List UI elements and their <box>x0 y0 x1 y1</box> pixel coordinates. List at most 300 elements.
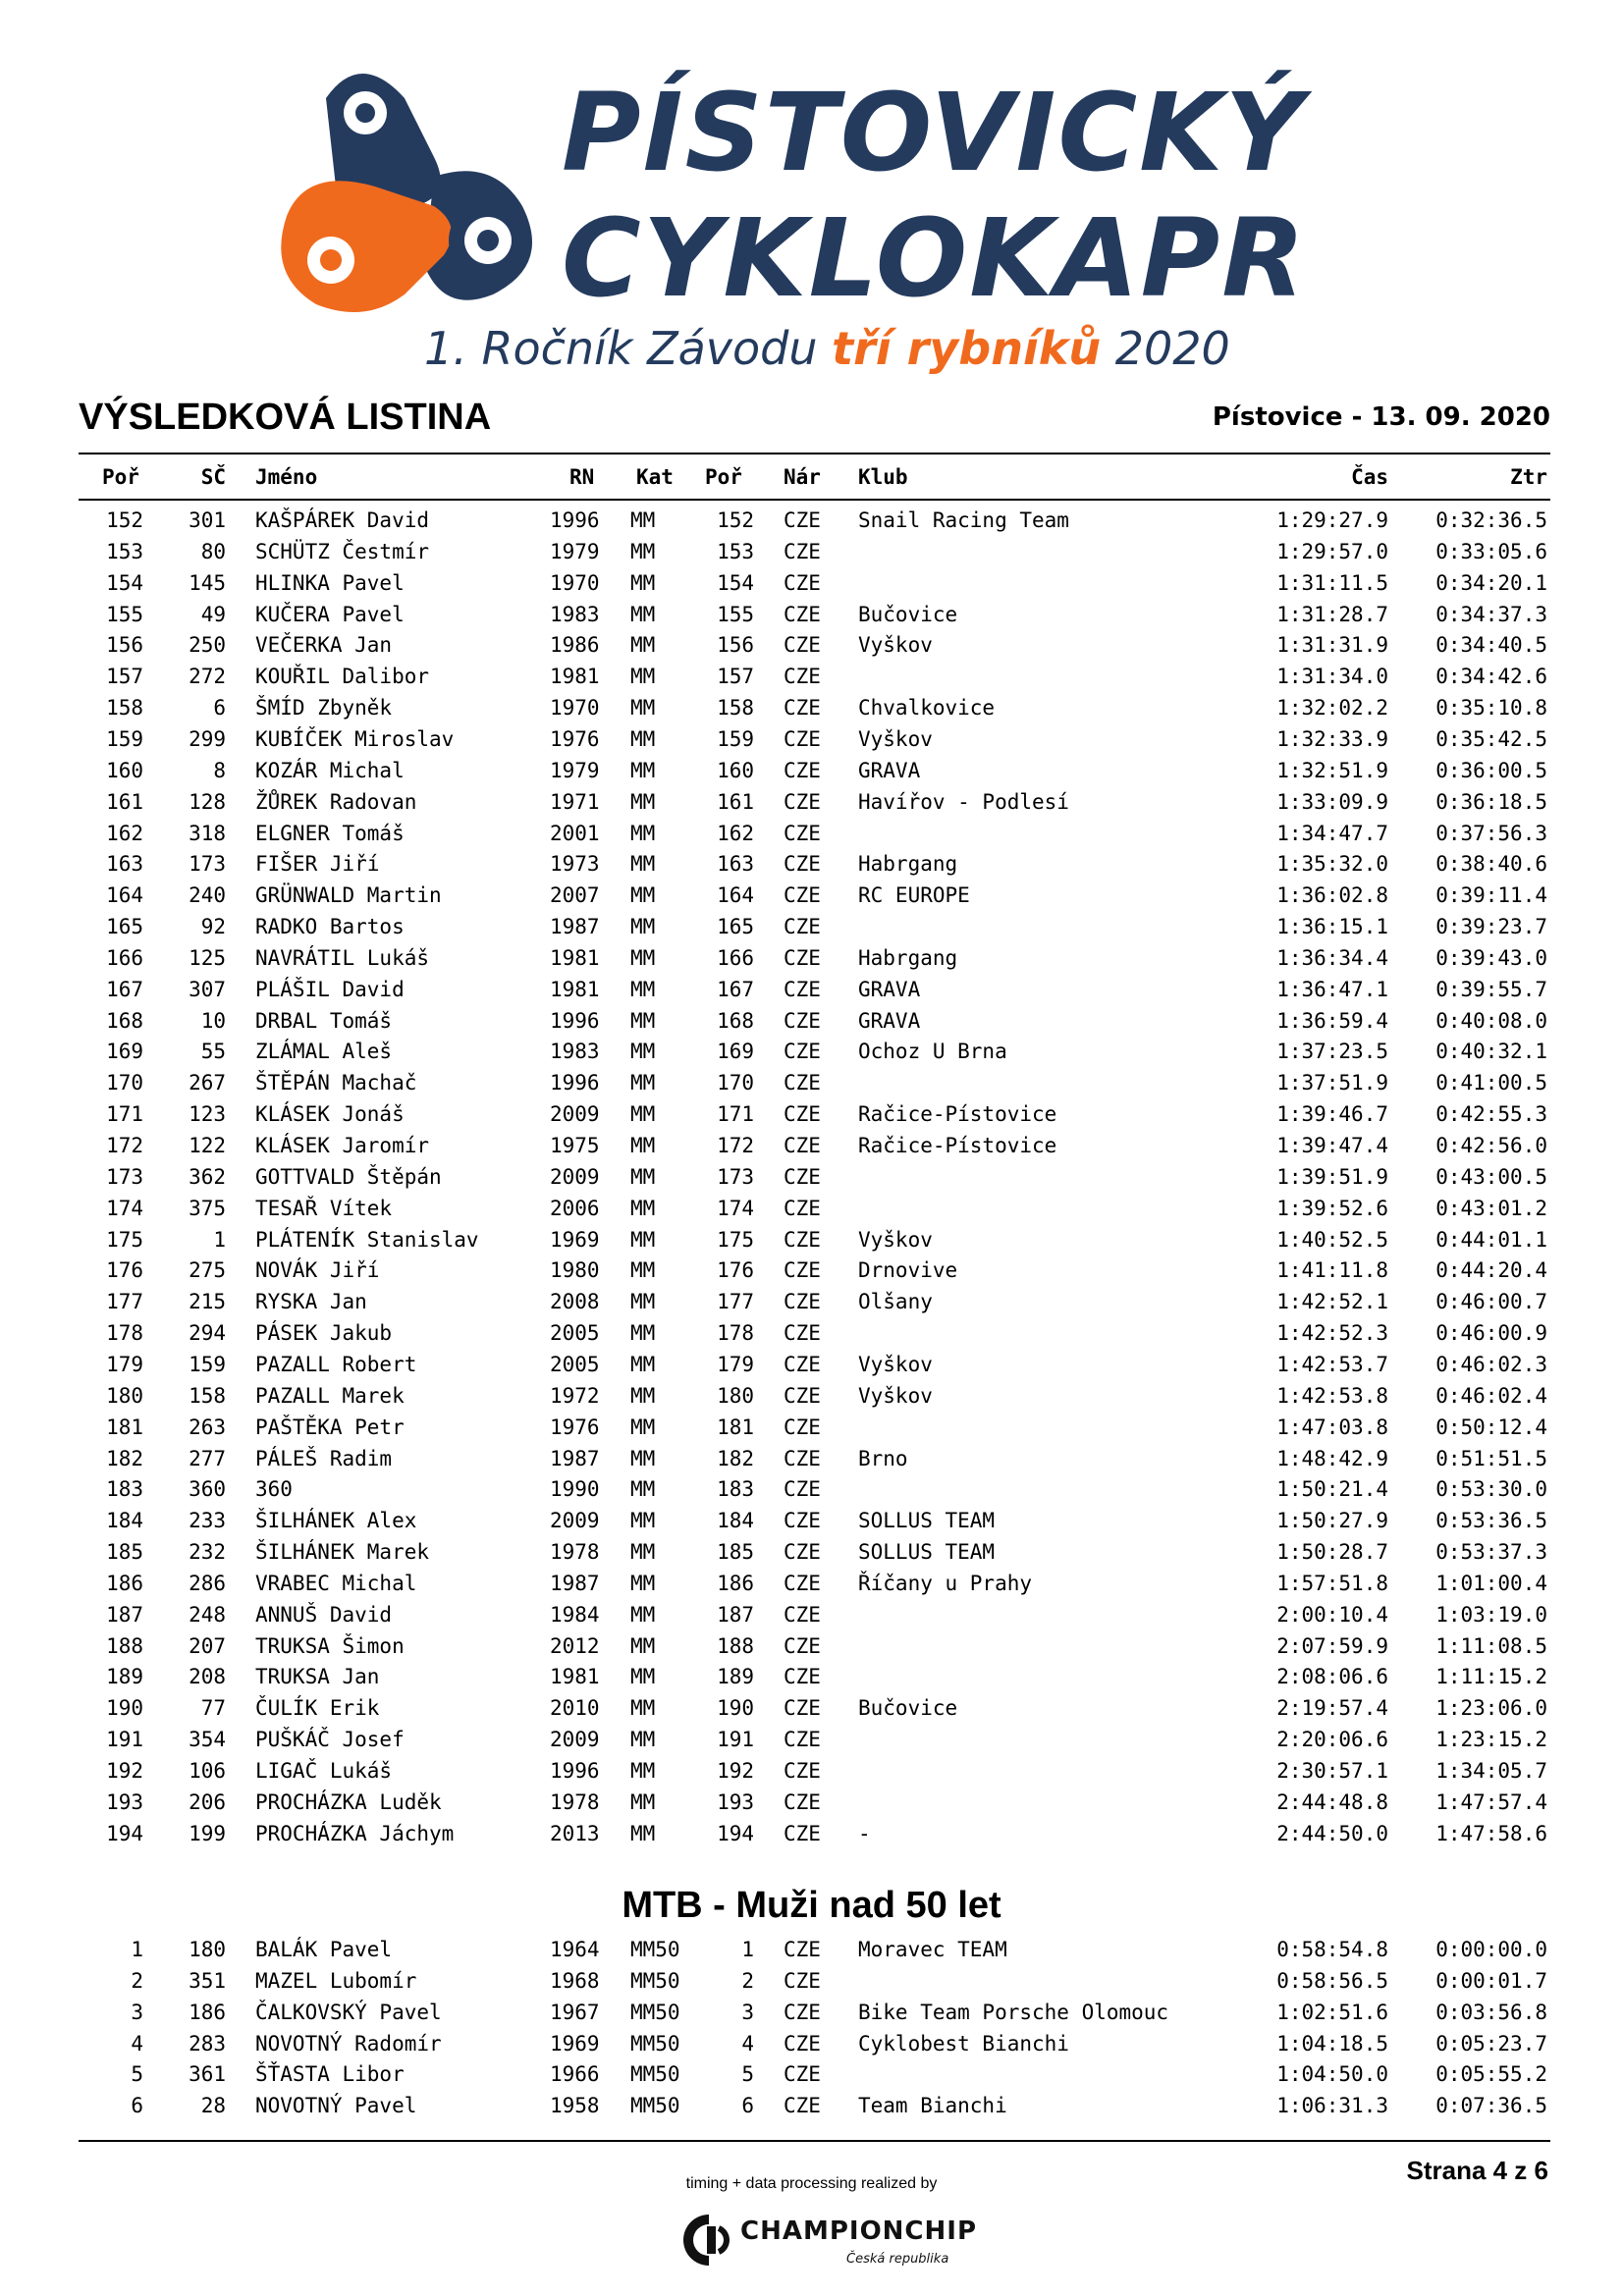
cell-cas: 0:58:56.5 <box>1276 1968 1388 1993</box>
cell-ztr: 0:39:23.7 <box>1435 915 1547 939</box>
cell-cas: 1:31:31.9 <box>1276 633 1388 658</box>
cell-por: 172 <box>106 1134 143 1157</box>
cell-por: 166 <box>106 945 143 970</box>
cell-ztr: 0:34:42.6 <box>1435 665 1547 689</box>
cell-por2: 158 <box>717 696 754 721</box>
cell-kat: MM <box>630 1540 656 1565</box>
cell-por2: 4 <box>741 2031 754 2056</box>
cell-cas: 1:36:59.4 <box>1276 1008 1388 1033</box>
cell-kat: MM <box>630 1102 656 1127</box>
table-row <box>0 1787 1623 1818</box>
cell-kat: MM50 <box>630 2031 680 2056</box>
cell-rn: 1966 <box>550 2062 600 2087</box>
cell-ztr: 0:43:00.5 <box>1435 1164 1547 1189</box>
table-row <box>0 1098 1623 1130</box>
cell-por: 175 <box>106 1227 143 1252</box>
cell-por: 164 <box>106 883 143 908</box>
cell-rn: 1996 <box>550 1008 600 1033</box>
cell-kat: MM <box>630 1571 656 1595</box>
table-row <box>0 692 1623 723</box>
cell-por2: 170 <box>717 1071 754 1095</box>
cell-kat: MM <box>630 758 656 782</box>
cell-name: KOZÁR Michal <box>255 758 405 782</box>
cell-kat: MM <box>630 1321 656 1346</box>
cell-por2: 161 <box>717 789 754 814</box>
cell-por: 188 <box>106 1633 143 1658</box>
cell-nar: CZE <box>784 1821 821 1845</box>
cell-por2: 194 <box>717 1821 754 1845</box>
cell-por: 184 <box>106 1509 143 1533</box>
cell-ztr: 0:41:00.5 <box>1435 1071 1547 1095</box>
cell-rn: 2009 <box>550 1728 600 1752</box>
cell-kat: MM <box>630 665 656 689</box>
cell-cas: 0:58:54.8 <box>1276 1938 1388 1961</box>
cell-sc: 122 <box>189 1134 226 1157</box>
cell-rn: 1969 <box>550 1227 600 1252</box>
cell-nar: CZE <box>784 1789 821 1814</box>
cell-klub: GRAVA <box>858 1008 921 1033</box>
cell-por2: 167 <box>717 977 754 1001</box>
cell-por2: 165 <box>717 915 754 939</box>
table-row <box>0 1255 1623 1286</box>
cell-por2: 1 <box>741 1938 754 1961</box>
table-row <box>0 911 1623 942</box>
cell-cas: 1:35:32.0 <box>1276 852 1388 877</box>
cell-sc: 208 <box>189 1665 226 1689</box>
cell-nar: CZE <box>784 726 821 751</box>
cell-ztr: 0:34:40.5 <box>1435 633 1547 658</box>
cell-ztr: 0:40:32.1 <box>1435 1040 1547 1064</box>
cell-name: TRUKSA Šimon <box>255 1633 405 1658</box>
page-number: Strana 4 z 6 <box>1406 2156 1548 2185</box>
cell-kat: MM <box>630 915 656 939</box>
cell-kat: MM <box>630 1415 656 1439</box>
cell-kat: MM <box>630 508 656 532</box>
cell-klub: SOLLUS TEAM <box>858 1540 996 1565</box>
logo-title-line1: PÍSTOVICKÝ <box>562 70 1306 195</box>
championchip-logo: CHAMPIONCHIP Česká republika <box>681 2211 956 2273</box>
cell-sc: 145 <box>189 570 226 595</box>
cell-por: 176 <box>106 1258 143 1283</box>
cell-cas: 1:48:42.9 <box>1276 1446 1388 1470</box>
cell-por: 183 <box>106 1477 143 1502</box>
cell-nar: CZE <box>784 1665 821 1689</box>
cell-por2: 182 <box>717 1446 754 1470</box>
cell-por: 181 <box>106 1415 143 1439</box>
cell-por: 190 <box>106 1696 143 1721</box>
cell-por: 191 <box>106 1728 143 1752</box>
cell-name: HLINKA Pavel <box>255 570 405 595</box>
cell-por: 153 <box>106 539 143 563</box>
cell-cas: 1:31:28.7 <box>1276 602 1388 626</box>
cell-rn: 1978 <box>550 1540 600 1565</box>
cell-cas: 1:39:46.7 <box>1276 1102 1388 1127</box>
cell-ztr: 0:35:42.5 <box>1435 726 1547 751</box>
cell-rn: 1996 <box>550 508 600 532</box>
cell-por: 156 <box>106 633 143 658</box>
cell-ztr: 0:53:37.3 <box>1435 1540 1547 1565</box>
cell-kat: MM <box>630 1352 656 1376</box>
cell-name: PLÁŠIL David <box>255 977 405 1001</box>
cell-ztr: 0:50:12.4 <box>1435 1415 1547 1439</box>
cell-kat: MM <box>630 1477 656 1502</box>
cell-sc: 267 <box>189 1071 226 1095</box>
cell-rn: 2013 <box>550 1821 600 1845</box>
cell-ztr: 0:05:55.2 <box>1435 2062 1547 2087</box>
cell-nar: CZE <box>784 1164 821 1189</box>
table-row <box>0 1005 1623 1037</box>
cell-por2: 159 <box>717 726 754 751</box>
cell-nar: CZE <box>784 1540 821 1565</box>
cell-nar: CZE <box>784 602 821 626</box>
cell-ztr: 0:39:55.7 <box>1435 977 1547 1001</box>
cell-rn: 1969 <box>550 2031 600 2056</box>
cell-por: 155 <box>106 602 143 626</box>
cell-rn: 1967 <box>550 2000 600 2024</box>
cell-kat: MM <box>630 696 656 721</box>
cell-nar: CZE <box>784 789 821 814</box>
cell-por: 174 <box>106 1196 143 1220</box>
cell-kat: MM <box>630 1789 656 1814</box>
cell-cas: 1:42:52.3 <box>1276 1321 1388 1346</box>
cell-ztr: 0:43:01.2 <box>1435 1196 1547 1220</box>
cell-nar: CZE <box>784 852 821 877</box>
cell-nar: CZE <box>784 1415 821 1439</box>
cell-nar: CZE <box>784 633 821 658</box>
cell-kat: MM <box>630 1134 656 1157</box>
table-row <box>0 880 1623 911</box>
cell-name: PROCHÁZKA Jáchym <box>255 1821 455 1845</box>
cell-nar: CZE <box>784 1509 821 1533</box>
cell-klub: Team Bianchi <box>858 2094 1007 2118</box>
cell-por2: 189 <box>717 1665 754 1689</box>
cell-sc: 360 <box>189 1477 226 1502</box>
cell-name: PAŠTĚKA Petr <box>255 1415 405 1439</box>
cell-por2: 152 <box>717 508 754 532</box>
cell-klub: SOLLUS TEAM <box>858 1509 996 1533</box>
table-row <box>0 1965 1623 1997</box>
table-row <box>0 1286 1623 1317</box>
table-row <box>0 942 1623 974</box>
cell-kat: MM <box>630 570 656 595</box>
cell-kat: MM50 <box>630 1938 680 1961</box>
table-row <box>0 755 1623 786</box>
cell-ztr: 1:01:00.4 <box>1435 1571 1547 1595</box>
cell-kat: MM <box>630 1383 656 1408</box>
cell-nar: CZE <box>784 1477 821 1502</box>
col-header-cas: Čas <box>1351 465 1388 489</box>
cell-nar: CZE <box>784 1040 821 1064</box>
cell-rn: 1970 <box>550 570 600 595</box>
table-row <box>0 818 1623 849</box>
cell-cas: 1:50:21.4 <box>1276 1477 1388 1502</box>
cell-por: 161 <box>106 789 143 814</box>
cell-ztr: 0:44:01.1 <box>1435 1227 1547 1252</box>
cell-nar: CZE <box>784 821 821 845</box>
cell-rn: 1981 <box>550 1665 600 1689</box>
cell-por2: 172 <box>717 1134 754 1157</box>
cell-sc: 294 <box>189 1321 226 1346</box>
cell-cas: 2:44:48.8 <box>1276 1789 1388 1814</box>
cell-rn: 1973 <box>550 852 600 877</box>
cell-kat: MM <box>630 1728 656 1752</box>
cell-sc: 277 <box>189 1446 226 1470</box>
cell-klub: GRAVA <box>858 758 921 782</box>
cell-ztr: 1:23:15.2 <box>1435 1728 1547 1752</box>
cell-sc: 351 <box>189 1968 226 1993</box>
cell-kat: MM <box>630 789 656 814</box>
table-row <box>0 1568 1623 1599</box>
cell-kat: MM <box>630 1509 656 1533</box>
cell-sc: 362 <box>189 1164 226 1189</box>
table-row <box>0 1934 1623 1965</box>
cell-name: TESAŘ Vítek <box>255 1196 393 1220</box>
cell-por: 163 <box>106 852 143 877</box>
table-row <box>0 1692 1623 1724</box>
cell-ztr: 0:42:56.0 <box>1435 1134 1547 1157</box>
cell-sc: 173 <box>189 852 226 877</box>
cell-nar: CZE <box>784 1571 821 1595</box>
cell-name: ČULÍK Erik <box>255 1696 380 1721</box>
cell-rn: 1986 <box>550 633 600 658</box>
cell-cas: 1:32:02.2 <box>1276 696 1388 721</box>
col-header-name: Jméno <box>255 465 318 489</box>
cell-rn: 1990 <box>550 1477 600 1502</box>
cell-klub: Drnovive <box>858 1258 958 1283</box>
cell-sc: 123 <box>189 1102 226 1127</box>
cell-ztr: 0:39:11.4 <box>1435 883 1547 908</box>
cell-por2: 177 <box>717 1290 754 1314</box>
cell-por: 162 <box>106 821 143 845</box>
cell-name: VEČERKA Jan <box>255 633 393 658</box>
cell-por2: 164 <box>717 883 754 908</box>
table-row <box>0 1380 1623 1412</box>
cell-por2: 162 <box>717 821 754 845</box>
cell-klub: Vyškov <box>858 1227 933 1252</box>
table-row <box>0 1755 1623 1787</box>
cell-nar: CZE <box>784 915 821 939</box>
cell-por2: 181 <box>717 1415 754 1439</box>
cell-ztr: 1:23:06.0 <box>1435 1696 1547 1721</box>
cell-klub: Vyškov <box>858 1383 933 1408</box>
cell-por: 154 <box>106 570 143 595</box>
table-row <box>0 1130 1623 1161</box>
cell-cas: 1:04:50.0 <box>1276 2062 1388 2087</box>
cell-ztr: 0:36:00.5 <box>1435 758 1547 782</box>
cell-sc: 6 <box>213 696 226 721</box>
cell-ztr: 1:11:15.2 <box>1435 1665 1547 1689</box>
cell-por2: 184 <box>717 1509 754 1533</box>
cell-nar: CZE <box>784 696 821 721</box>
cell-por2: 180 <box>717 1383 754 1408</box>
cell-name: PAZALL Marek <box>255 1383 405 1408</box>
cell-cas: 1:47:03.8 <box>1276 1415 1388 1439</box>
table-row <box>0 1224 1623 1255</box>
cell-rn: 1981 <box>550 945 600 970</box>
cell-name: ŠTĚPÁN Machač <box>255 1071 417 1095</box>
cell-ztr: 0:46:02.4 <box>1435 1383 1547 1408</box>
logo-subtitle: 1. Ročník Závodu tří rybníků 2020 <box>424 322 1230 375</box>
cell-cas: 1:36:47.1 <box>1276 977 1388 1001</box>
cell-name: ŠILHÁNEK Alex <box>255 1509 417 1533</box>
cell-name: MAZEL Lubomír <box>255 1968 417 1993</box>
cell-nar: CZE <box>784 1968 821 1993</box>
cell-por2: 3 <box>741 2000 754 2024</box>
cell-cas: 1:42:52.1 <box>1276 1290 1388 1314</box>
cell-sc: 375 <box>189 1196 226 1220</box>
cell-ztr: 0:39:43.0 <box>1435 945 1547 970</box>
cell-sc: 248 <box>189 1602 226 1627</box>
cell-nar: CZE <box>784 1196 821 1220</box>
cell-kat: MM <box>630 539 656 563</box>
timing-credit: timing + data processing realized by <box>685 2175 938 2192</box>
cell-rn: 1975 <box>550 1134 600 1157</box>
cell-ztr: 0:36:18.5 <box>1435 789 1547 814</box>
cell-cas: 1:06:31.3 <box>1276 2094 1388 2118</box>
cell-kat: MM <box>630 1040 656 1064</box>
cell-kat: MM <box>630 1008 656 1033</box>
cell-name: ŠILHÁNEK Marek <box>255 1540 430 1565</box>
cell-rn: 2005 <box>550 1352 600 1376</box>
cell-rn: 1980 <box>550 1258 600 1283</box>
cell-por2: 192 <box>717 1759 754 1783</box>
cell-klub: Bike Team Porsche Olomouc <box>858 2000 1169 2024</box>
cell-name: PROCHÁZKA Luděk <box>255 1789 442 1814</box>
cell-name: NOVÁK Jiří <box>255 1258 380 1283</box>
table-row <box>0 723 1623 755</box>
cell-cas: 1:36:34.4 <box>1276 945 1388 970</box>
cell-nar: CZE <box>784 1352 821 1376</box>
cell-sc: 286 <box>189 1571 226 1595</box>
cell-rn: 2009 <box>550 1509 600 1533</box>
cell-kat: MM <box>630 1821 656 1845</box>
table-row <box>0 1661 1623 1692</box>
cell-por: 192 <box>106 1759 143 1783</box>
cell-sc: 301 <box>189 508 226 532</box>
cell-sc: 250 <box>189 633 226 658</box>
cell-nar: CZE <box>784 1008 821 1033</box>
cell-por: 171 <box>106 1102 143 1127</box>
cell-ztr: 0:03:56.8 <box>1435 2000 1547 2024</box>
cell-klub: RC EUROPE <box>858 883 970 908</box>
cell-klub: Chvalkovice <box>858 696 996 721</box>
cell-por2: 175 <box>717 1227 754 1252</box>
table-row <box>0 786 1623 818</box>
cell-sc: 318 <box>189 821 226 845</box>
cell-por2: 188 <box>717 1633 754 1658</box>
cell-sc: 240 <box>189 883 226 908</box>
cell-por2: 154 <box>717 570 754 595</box>
col-header-nar: Nár <box>784 465 821 489</box>
cell-nar: CZE <box>784 1134 821 1157</box>
cell-sc: 49 <box>200 602 226 626</box>
cell-cas: 2:19:57.4 <box>1276 1696 1388 1721</box>
cell-name: ZLÁMAL Aleš <box>255 1040 393 1064</box>
cell-por: 168 <box>106 1008 143 1033</box>
cell-sc: 206 <box>189 1789 226 1814</box>
cell-name: KUČERA Pavel <box>255 602 405 626</box>
cell-por: 169 <box>106 1040 143 1064</box>
cell-rn: 2001 <box>550 821 600 845</box>
table-row <box>0 599 1623 630</box>
table-row <box>0 1036 1623 1067</box>
table-row <box>0 536 1623 567</box>
cell-por: 185 <box>106 1540 143 1565</box>
table-row <box>0 567 1623 599</box>
cell-kat: MM <box>630 1071 656 1095</box>
cell-rn: 2005 <box>550 1321 600 1346</box>
cell-kat: MM50 <box>630 1968 680 1993</box>
cell-nar: CZE <box>784 1696 821 1721</box>
cell-cas: 1:04:18.5 <box>1276 2031 1388 2056</box>
cell-klub: Vyškov <box>858 633 933 658</box>
cell-por: 194 <box>106 1821 143 1845</box>
cell-klub: GRAVA <box>858 977 921 1001</box>
cell-por: 170 <box>106 1071 143 1095</box>
cell-nar: CZE <box>784 883 821 908</box>
cell-sc: 92 <box>200 915 226 939</box>
cell-por: 152 <box>106 508 143 532</box>
cell-name: PÁSEK Jakub <box>255 1321 393 1346</box>
cell-kat: MM <box>630 1164 656 1189</box>
cell-rn: 2012 <box>550 1633 600 1658</box>
cell-rn: 1972 <box>550 1383 600 1408</box>
cell-cas: 1:36:02.8 <box>1276 883 1388 908</box>
cell-name: RYSKA Jan <box>255 1290 367 1314</box>
cell-kat: MM <box>630 1227 656 1252</box>
cell-nar: CZE <box>784 1728 821 1752</box>
cell-cas: 1:57:51.8 <box>1276 1571 1388 1595</box>
cell-por2: 169 <box>717 1040 754 1064</box>
cell-ztr: 0:46:00.7 <box>1435 1290 1547 1314</box>
cell-nar: CZE <box>784 1602 821 1627</box>
table-row <box>0 1599 1623 1630</box>
cell-rn: 1987 <box>550 1571 600 1595</box>
cell-por2: 179 <box>717 1352 754 1376</box>
cell-sc: 8 <box>213 758 226 782</box>
cell-sc: 80 <box>200 539 226 563</box>
cell-sc: 207 <box>189 1633 226 1658</box>
cell-rn: 2009 <box>550 1164 600 1189</box>
table-row <box>0 1536 1623 1568</box>
cell-name: KUBÍČEK Miroslav <box>255 726 455 751</box>
cell-klub: Cyklobest Bianchi <box>858 2031 1069 2056</box>
cell-klub: Ochoz U Brna <box>858 1040 1007 1064</box>
cell-por2: 168 <box>717 1008 754 1033</box>
cell-rn: 1983 <box>550 1040 600 1064</box>
cell-por2: 190 <box>717 1696 754 1721</box>
table-row <box>0 1161 1623 1193</box>
cell-kat: MM <box>630 1696 656 1721</box>
cell-sc: 77 <box>200 1696 226 1721</box>
cell-klub: Snail Racing Team <box>858 508 1069 532</box>
cell-ztr: 1:34:05.7 <box>1435 1759 1547 1783</box>
cell-sc: 186 <box>189 2000 226 2024</box>
table-row <box>0 1443 1623 1474</box>
cell-sc: 180 <box>189 1938 226 1961</box>
cell-cas: 1:32:33.9 <box>1276 726 1388 751</box>
cell-cas: 1:29:57.0 <box>1276 539 1388 563</box>
cell-nar: CZE <box>784 2094 821 2118</box>
cell-kat: MM <box>630 883 656 908</box>
cell-ztr: 0:34:20.1 <box>1435 570 1547 595</box>
cell-kat: MM <box>630 1196 656 1220</box>
cell-por: 167 <box>106 977 143 1001</box>
cell-rn: 2006 <box>550 1196 600 1220</box>
cell-ztr: 0:34:37.3 <box>1435 602 1547 626</box>
cell-cas: 1:02:51.6 <box>1276 2000 1388 2024</box>
cell-nar: CZE <box>784 2031 821 2056</box>
